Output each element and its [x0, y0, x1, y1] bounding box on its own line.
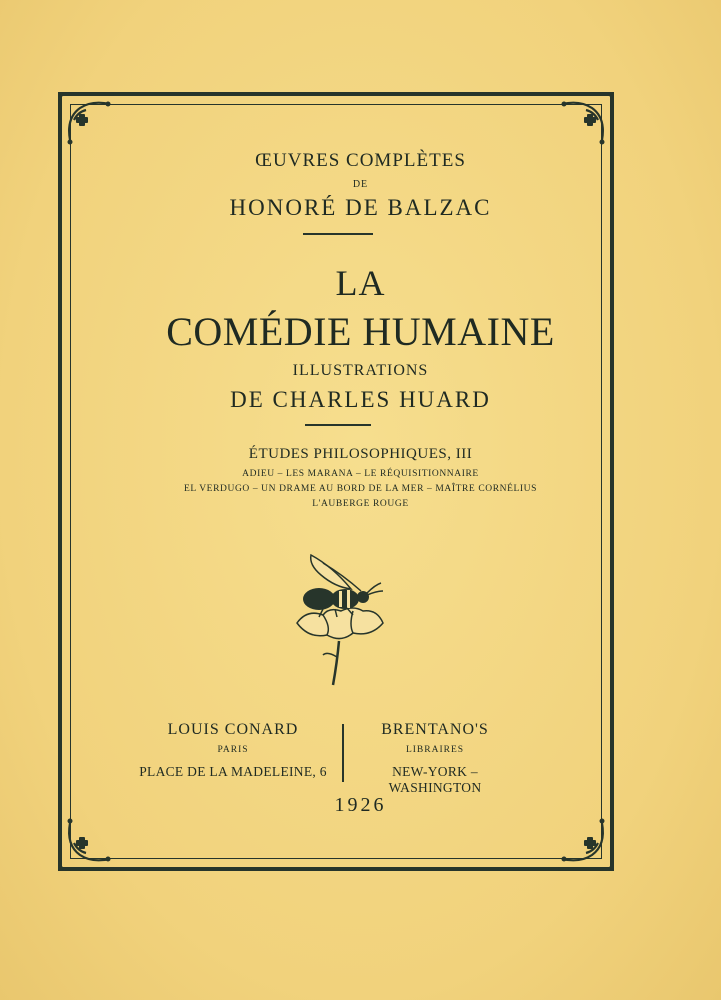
- divider-rule: [305, 424, 371, 426]
- publication-year: 1926: [334, 794, 387, 816]
- contents-line: L'AUBERGE ROUGE: [312, 499, 409, 509]
- corner-ornament-icon: [56, 811, 118, 873]
- distributor-address: NEW-YORK – WASHINGTON: [388, 764, 482, 795]
- distributor-role: LIBRAIRES: [405, 745, 465, 755]
- title-line-1: LA: [335, 263, 386, 303]
- publisher-city: PARIS: [217, 745, 249, 755]
- contents-line: ADIEU – LES MARANA – LE RÉQUISITIONNAIRE: [242, 469, 479, 479]
- corner-ornament-icon: [554, 811, 616, 873]
- contents-line: EL VERDUGO – UN DRAME AU BORD DE LA MER – MAÎTRE CORNÉLIUS: [183, 484, 538, 494]
- divider-rule: [303, 233, 373, 235]
- publisher-name: LOUIS CONARD: [167, 721, 299, 738]
- publisher-divider: [342, 724, 344, 782]
- series-connector: DE: [352, 179, 369, 190]
- series-title: ŒUVRES COMPLÈTES: [255, 150, 466, 171]
- author-name: HONORÉ DE BALZAC: [229, 195, 492, 220]
- bee-on-flower-icon: [283, 545, 393, 690]
- volume-series: ÉTUDES PHILOSOPHIQUES, III: [248, 446, 473, 462]
- publisher-address: PLACE DE LA MADELEINE, 6: [139, 764, 327, 779]
- illustrations-label: ILLUSTRATIONS: [292, 362, 429, 379]
- corner-ornament-icon: [554, 90, 616, 152]
- distributor-name: BRENTANO'S: [381, 721, 489, 738]
- title-line-2: COMÉDIE HUMAINE: [166, 309, 555, 354]
- corner-ornament-icon: [56, 90, 118, 152]
- illustrator-name: DE CHARLES HUARD: [230, 387, 491, 412]
